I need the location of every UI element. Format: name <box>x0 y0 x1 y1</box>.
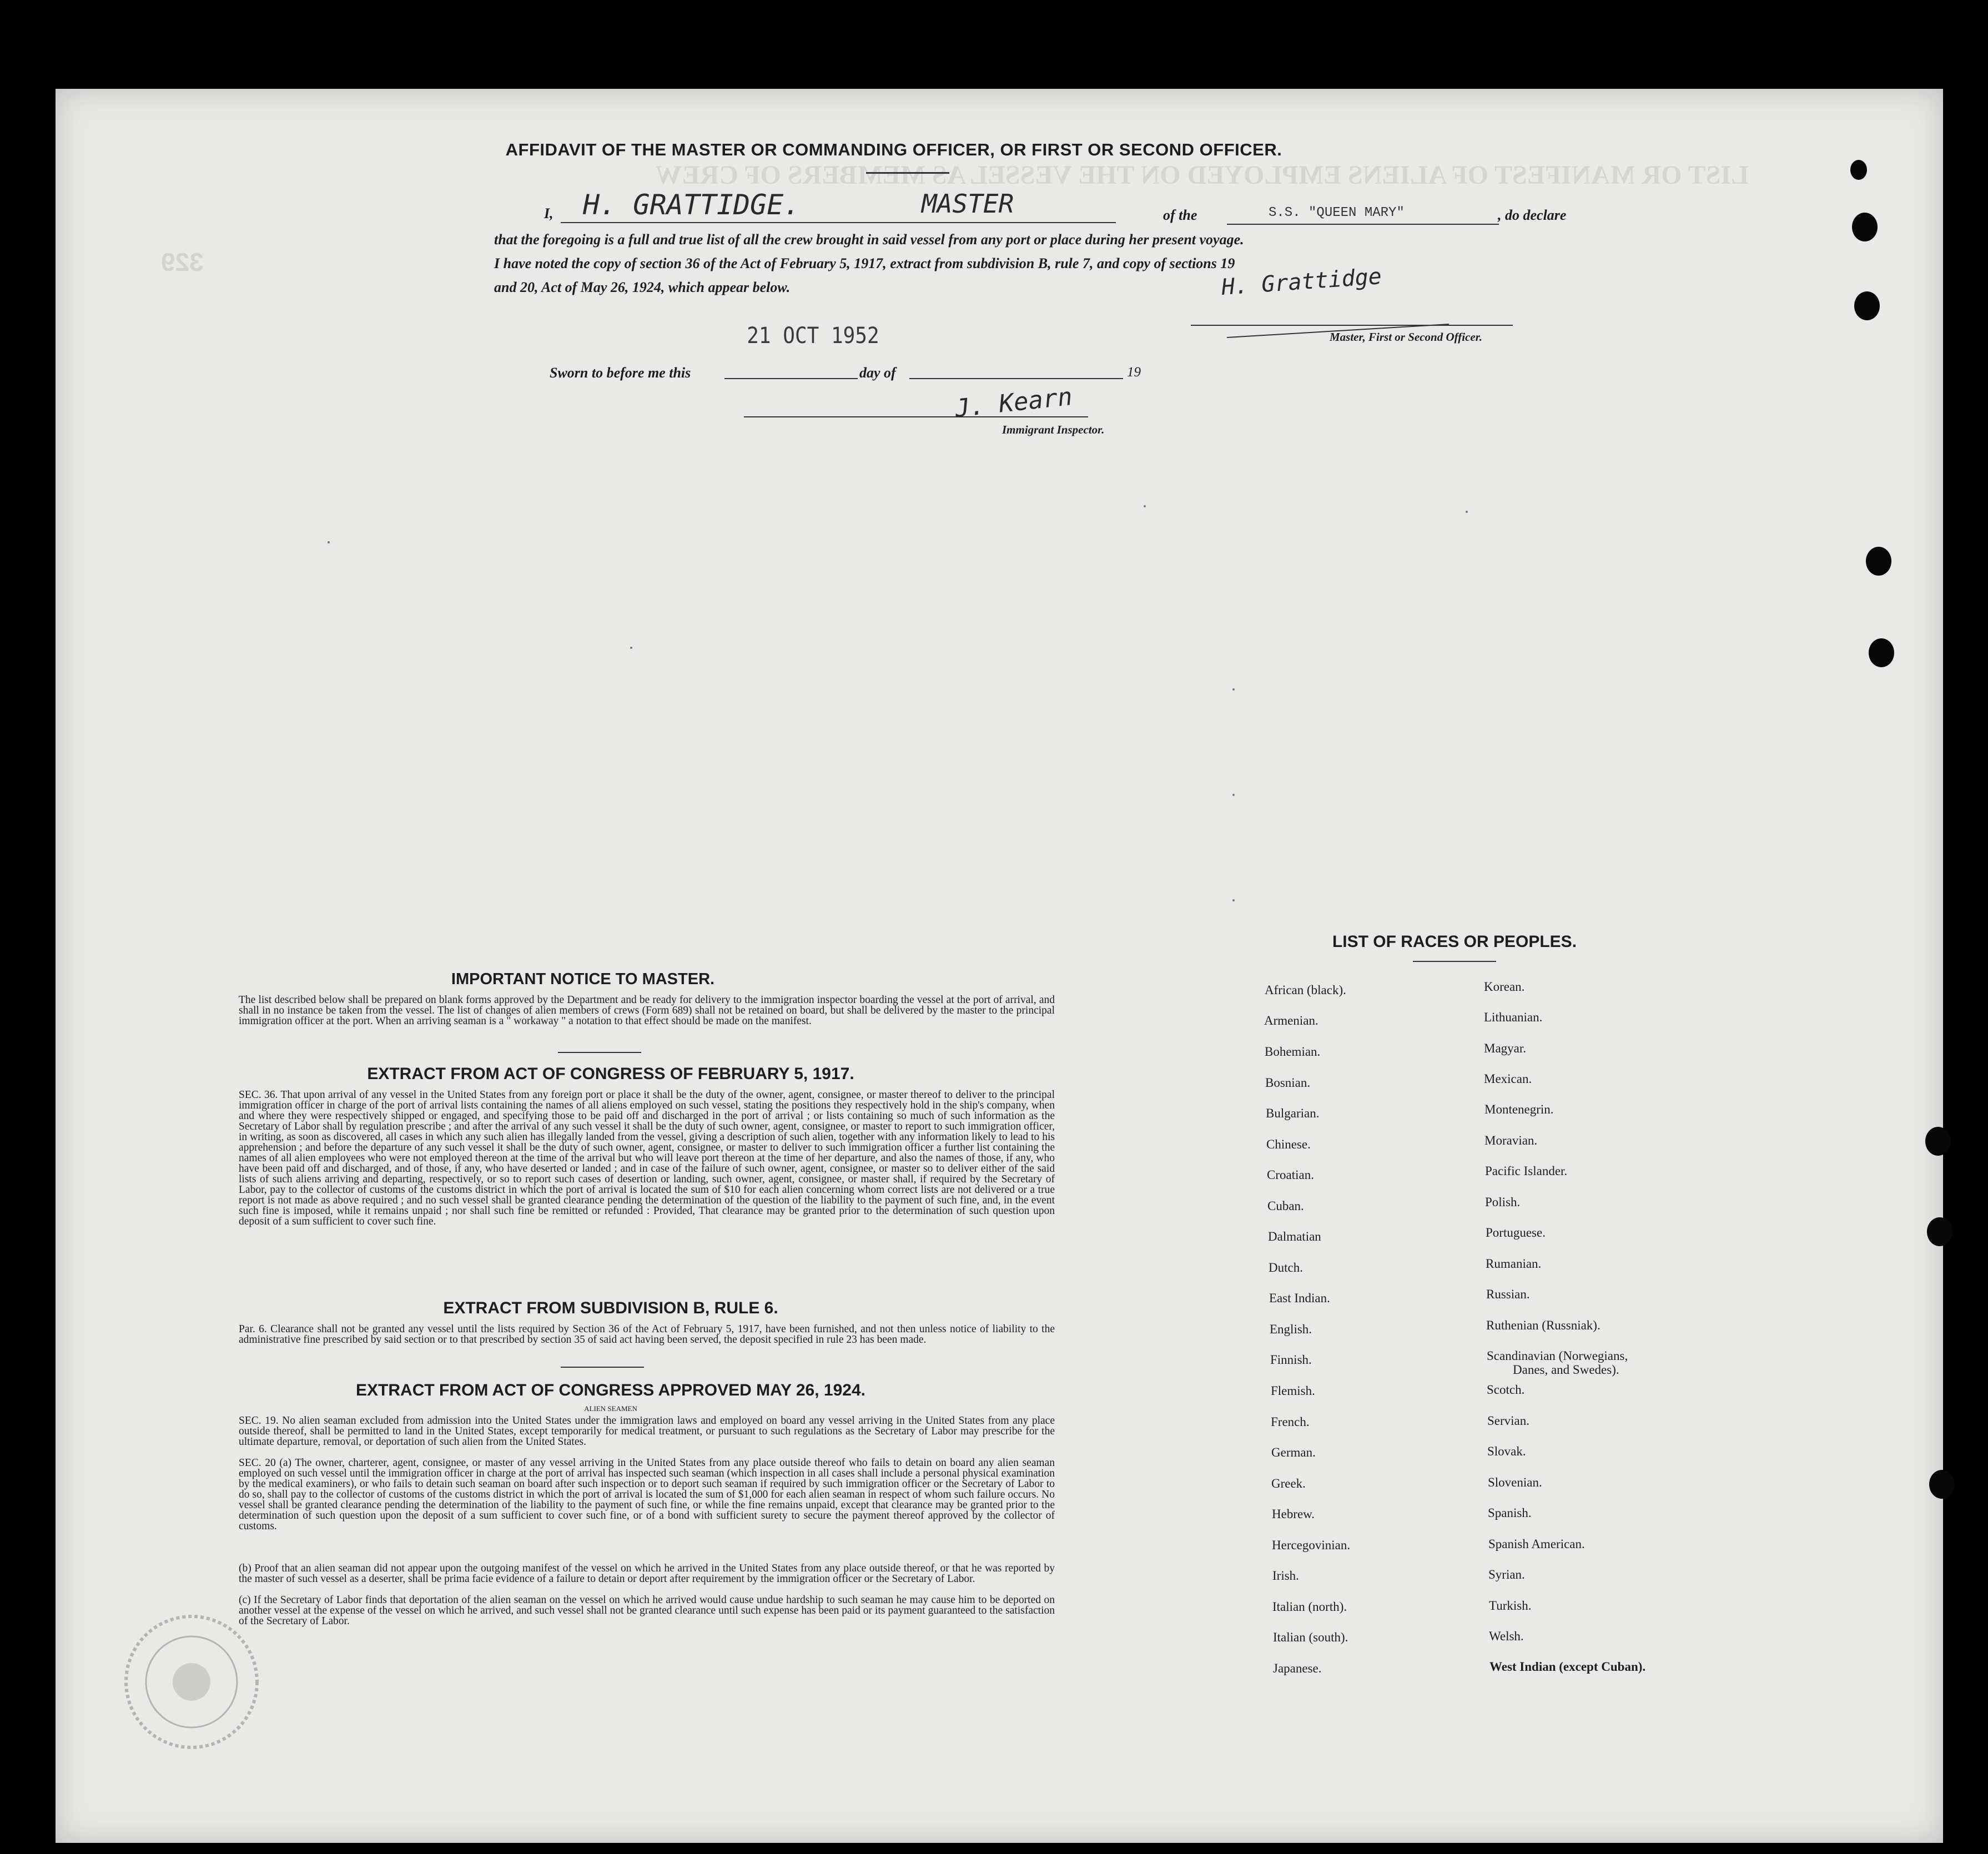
race-left-8: Dalmatian <box>1268 1230 1321 1243</box>
do-declare-label: , do declare <box>1498 207 1567 223</box>
affidavit-line3: I have noted the copy of section 36 of the Act of February 5, 1917, extract from subdivision B, rule 7, and copy of sections 19 <box>494 255 1235 271</box>
race-left-16: Greek. <box>1271 1477 1306 1490</box>
sworn-year: 19 <box>1127 365 1141 380</box>
bleed-through-number: 329 <box>161 248 204 276</box>
race-left-0: African (black). <box>1265 983 1346 997</box>
race-right-5: Moravian. <box>1484 1133 1538 1147</box>
sec20c-text: (c) If the Secretary of Labor finds that deportation of the alien seaman on the vessel on which he arrived would cause undue hardship to such seaman he may cause him to be deported on another vessel at the expense of the vessel on which he arrived, and such vessel shall not be granted clearance until such expense has been paid or its payment guaranteed to the satisfaction of the Secretary of Labor. <box>239 1594 1055 1627</box>
race-right-15: Slovak. <box>1487 1444 1526 1458</box>
race-left-13: Flemish. <box>1271 1384 1315 1398</box>
sworn-day-line <box>724 378 858 379</box>
punch-hole <box>1852 213 1878 241</box>
affidavit-line2: that the foregoing is a full and true list of all the crew brought in said vessel from any port or place during her present voyage. <box>494 231 1244 248</box>
sec19-text: SEC. 19. No alien seaman excluded from admission into the United States under the immigration laws and employed on board any vessel arriving in the United States from any place outside thereof, shall be permitted to land in the United States, except temporarily for medical treatment, or pursuant to such regulations as the Secretary of Labor may prescribe for the ultimate departure, removal, or deportation of such alien from the United States. <box>239 1415 1055 1448</box>
race-right-3: Mexican. <box>1484 1072 1532 1086</box>
of-the-label: of the <box>1163 207 1197 223</box>
affidavit-heading-rule <box>866 172 949 174</box>
race-left-22: Japanese. <box>1273 1661 1322 1675</box>
race-left-3: Bosnian. <box>1265 1076 1311 1090</box>
master-signature-handwritten: H. Grattidge <box>1220 263 1383 301</box>
document-page <box>56 89 1943 1843</box>
race-right-12-cont: Danes, and Swedes). <box>1513 1363 1619 1377</box>
punch-hole <box>1869 638 1894 667</box>
race-left-2: Bohemian. <box>1265 1045 1321 1059</box>
bleed-through-heading: LIST OR MANIFEST OF ALIENS EMPLOYED ON THE VESSEL AS MEMBERS OF CREW <box>655 160 1749 190</box>
race-right-20: Turkish. <box>1489 1599 1532 1613</box>
race-right-6: Pacific Islander. <box>1485 1164 1568 1178</box>
date-stamp: 21 OCT 1952 <box>747 323 879 349</box>
races-heading-rule <box>1413 961 1496 962</box>
faint-seal <box>111 1610 272 1754</box>
race-left-9: Dutch. <box>1269 1261 1303 1274</box>
rule6-rule <box>561 1367 644 1368</box>
race-right-7: Polish. <box>1485 1195 1521 1209</box>
race-left-18: Hercegovinian. <box>1272 1538 1351 1552</box>
master-signature-caption: Master, First or Second Officer. <box>1330 330 1482 344</box>
race-left-14: French. <box>1271 1415 1310 1429</box>
master-title-handwritten: MASTER <box>922 189 1014 219</box>
race-left-11: English. <box>1270 1322 1312 1336</box>
dot-mark <box>328 541 330 543</box>
master-name-handwritten: H. GRATTIDGE. <box>583 189 801 221</box>
affidavit-heading: AFFIDAVIT OF THE MASTER OR COMMANDING OFFICER, OR FIRST OR SECOND OFFICER. <box>505 140 1282 159</box>
sworn-month-line <box>909 378 1123 379</box>
affidavit-line4: and 20, Act of May 26, 1924, which appear below. <box>494 279 791 295</box>
race-right-8: Portuguese. <box>1486 1226 1546 1240</box>
race-right-14: Servian. <box>1487 1414 1530 1428</box>
dot-mark <box>1466 511 1468 513</box>
sec20a-text: SEC. 20 (a) The owner, charterer, agent, consignee, or master of any vessel arriving in the United States from any place outside thereof who fails to detain on board any alien seaman employed on such vessel until the immigration officer in charge at the port of arrival has inspected such seaman (which inspection in all cases shall include a personal physical examination by the medical examiners), or who fails to detain such seaman on board after such inspection or to deport such seaman if required by such immigration officer or the Secretary of Labor to do so, shall pay to the collector of customs of the customs district in which the port of arrival is located the sum of $1,000 for each alien seaman in respect of whom such failure occurs. No vessel shall be granted clearance pending the determination of the liability to the payment of such fine, or while the fine remains unpaid, except that clearance may be granted prior to the determination of such question upon the deposit of a sum sufficient to cover such fine, or of a bond with sufficient surety to secure the payment thereof approved by the collector of customs. <box>239 1457 1055 1532</box>
race-left-6: Croatian. <box>1267 1168 1314 1182</box>
race-right-12: Scandinavian (Norwegians, <box>1487 1349 1628 1363</box>
extract-1917-text: SEC. 36. That upon arrival of any vessel in the United States from any foreign port or place it shall be the duty of the owner, agent, consignee, or master thereof to deliver to the principal immigration officer in charge of the port of arrival lists containing the names of all aliens employed on such vessel, stating the positions they respectively hold in the ship's company, when and where they were respectively shipped or engaged, and specifying those to be paid off and discharged in the port of arrival ; or lists containing so much of such information as the Secretary of Labor shall by regulation prescribe ; and after the arrival of any such vessel it shall be the duty of such owner, agent, consignee, or master to report to such immigration officer, in writing, as soon as discovered, all cases in which any such alien has illegally landed from the vessel, giving a description of such alien, together with any information likely to lead to his apprehension ; and before the departure of any such vessel it shall be the duty of such owner, agent, consignee, or master to deliver to such immigration officer a further list containing the names of all alien employees who were not employed thereon at the time of the arrival but who will leave port thereon at the time of her departure, and also the names of those, if any, who have been paid off and discharged, and of those, if any, who have deserted or landed ; and in case of the failure of such owner, agent, consignee, or master so to deliver either of the said lists of such aliens arriving and departing, respectively, or so to report such cases of desertion or landing, such owner, agent, consignee, or master shall, if required by the Secretary of Labor, pay to the collector of customs of the customs district in which the port of arrival is located the sum of $10 for each alien concerning whom correct lists are not delivered or a true report is not made as above required ; and no such vessel shall be granted clearance pending the determination of the question of the liability to the payment of such fine, and, in the event such fine is imposed, while it remains unpaid ; nor shall such fine be remitted or refunded : Provided, That clearance may be granted prior to the determination of such question upon deposit of a sum sufficient to cover such fine. <box>239 1089 1055 1227</box>
punch-hole <box>1850 160 1867 180</box>
dot-mark <box>1144 505 1146 507</box>
race-right-18: Spanish American. <box>1488 1537 1585 1551</box>
race-right-22: West Indian (except Cuban). <box>1489 1660 1646 1674</box>
punch-hole <box>1854 291 1880 320</box>
inspector-signature-handwritten: J. Kearn <box>953 382 1074 423</box>
race-left-15: German. <box>1271 1445 1316 1459</box>
notice-text: The list described below shall be prepared on blank forms approved by the Department and be ready for delivery to the immigration inspector boarding the vessel at the port of arrival, and shall in no instance be taken from the vessel. The list of changes of alien members of crews (Form 689) shall not be retained on board, but shall be delivered by the master to the principal immigration officer at the port. When an arriving seaman is a " workaway " a notation to that effect should be made on the manifest. <box>239 994 1055 1027</box>
race-left-5: Chinese. <box>1266 1137 1311 1151</box>
dot-mark <box>630 647 632 649</box>
extract-1917-heading: EXTRACT FROM ACT OF CONGRESS OF FEBRUARY 5, 1917. <box>367 1065 854 1083</box>
inspector-signature-line <box>744 416 1088 417</box>
vessel-name-line <box>1227 224 1499 225</box>
dot-mark <box>1232 688 1235 691</box>
punch-hole <box>1929 1470 1955 1499</box>
sworn-prefix: Sworn to before me this <box>550 365 691 381</box>
race-right-4: Montenegrin. <box>1484 1102 1554 1116</box>
race-left-20: Italian (north). <box>1272 1600 1347 1614</box>
race-right-13: Scotch. <box>1487 1383 1525 1397</box>
affidavit-line1-prefix: I, <box>544 205 553 221</box>
race-left-12: Finnish. <box>1270 1353 1312 1367</box>
race-right-17: Spanish. <box>1488 1506 1532 1520</box>
punch-hole <box>1866 547 1891 576</box>
extract-1924-subheading: ALIEN SEAMEN <box>584 1404 637 1413</box>
dot-mark <box>1232 794 1235 796</box>
sec20b-text: (b) Proof that an alien seaman did not appear upon the outgoing manifest of the vessel on which he arrived in the United States from any place outside thereof, or that he was reported by the master of such vessel as a deserter, shall be prima facie evidence of a failure to detain or deport after requirement by the immigration officer or the Secretary of Labor. <box>239 1563 1055 1585</box>
sworn-day-of: day of <box>859 365 896 381</box>
notice-rule <box>558 1052 641 1053</box>
race-left-1: Armenian. <box>1264 1014 1318 1027</box>
race-right-11: Ruthenian (Russniak). <box>1486 1318 1601 1332</box>
race-left-7: Cuban. <box>1267 1199 1304 1213</box>
race-right-19: Syrian. <box>1488 1568 1525 1581</box>
inspector-caption: Immigrant Inspector. <box>1002 423 1105 436</box>
rule6-text: Par. 6. Clearance shall not be granted any vessel until the lists required by Section 36 of the Act of February 5, 1917, have been furnished, and not then unless notice of liability to the administrative fine prescribed by said section or to that prescribed by section 35 of said act having been served, the deposit specified in rule 23 has been made. <box>239 1323 1055 1346</box>
dot-mark <box>1232 899 1235 901</box>
notice-heading: IMPORTANT NOTICE TO MASTER. <box>451 970 715 988</box>
race-right-21: Welsh. <box>1489 1629 1524 1643</box>
punch-hole <box>1925 1127 1951 1156</box>
race-left-10: East Indian. <box>1269 1291 1330 1305</box>
master-name-line <box>561 222 1116 223</box>
races-heading: LIST OF RACES OR PEOPLES. <box>1332 933 1577 951</box>
race-right-9: Rumanian. <box>1486 1257 1542 1271</box>
race-right-16: Slovenian. <box>1488 1475 1542 1489</box>
extract-1924-heading: EXTRACT FROM ACT OF CONGRESS APPROVED MAY 26, 1924. <box>356 1381 865 1399</box>
punch-hole <box>1927 1217 1952 1246</box>
race-left-4: Bulgarian. <box>1266 1106 1320 1120</box>
race-right-1: Lithuanian. <box>1484 1010 1543 1024</box>
vessel-name: S.S. "QUEEN MARY" <box>1269 205 1405 220</box>
race-left-17: Hebrew. <box>1272 1507 1315 1521</box>
race-left-19: Irish. <box>1272 1569 1299 1583</box>
race-left-21: Italian (south). <box>1273 1630 1348 1644</box>
rule6-heading: EXTRACT FROM SUBDIVISION B, RULE 6. <box>443 1299 778 1317</box>
race-right-2: Magyar. <box>1484 1041 1527 1055</box>
race-right-10: Russian. <box>1486 1287 1530 1301</box>
race-right-0: Korean. <box>1484 980 1525 994</box>
